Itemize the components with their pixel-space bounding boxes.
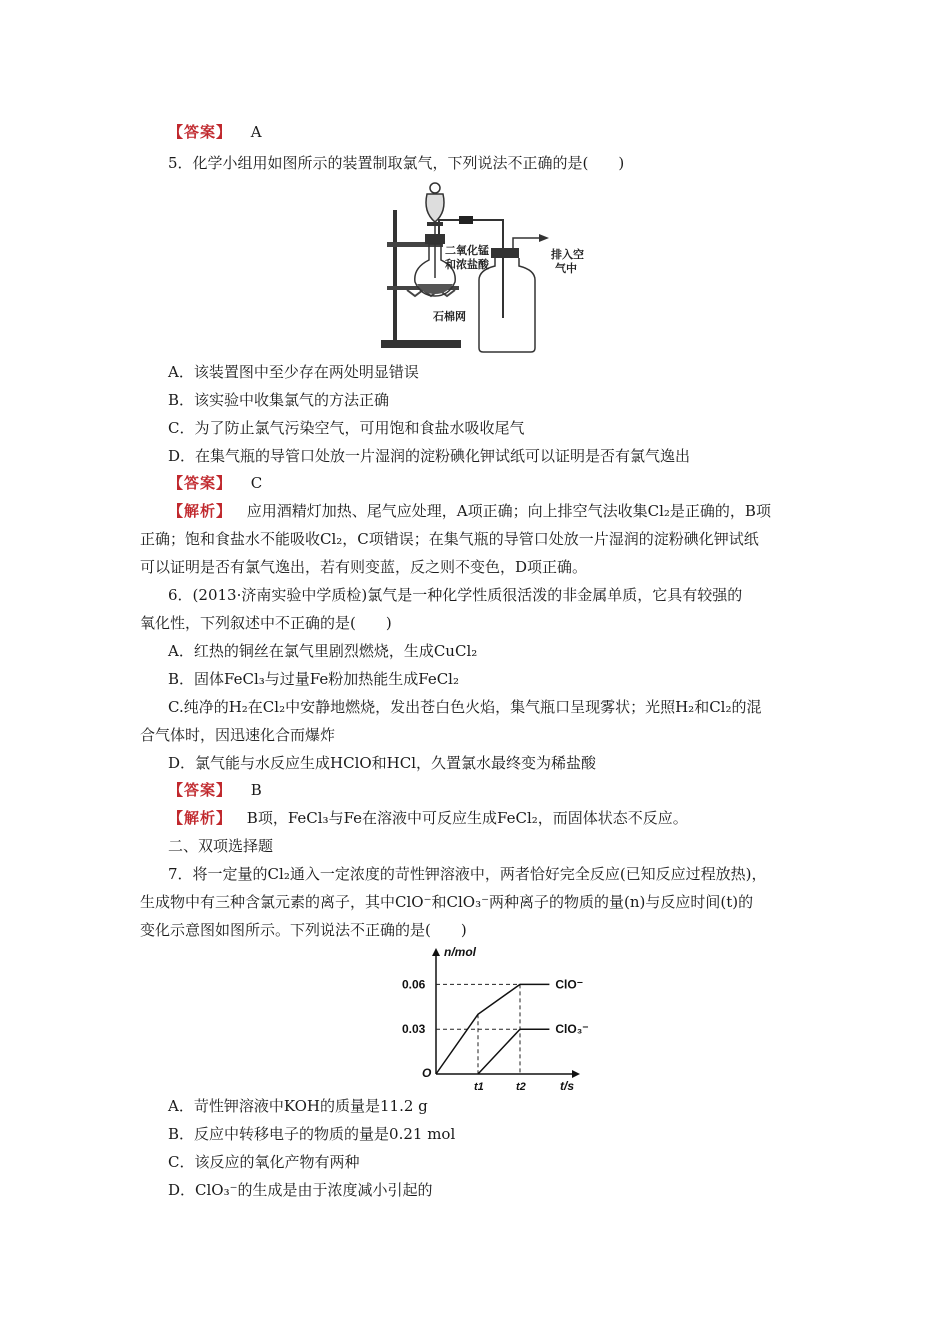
x-tick-label: t1 xyxy=(474,1081,484,1092)
label-exhaust-1: 排入空 xyxy=(551,249,584,261)
origin-label: O xyxy=(422,1066,432,1080)
q7-option-b: B．反应中转移电子的物质的量是0.21 mol xyxy=(168,1125,456,1143)
answer-value: A xyxy=(250,123,262,141)
label-gauze: 石棉网 xyxy=(433,311,466,323)
q5-analysis-line-3: 可以证明是否有氯气逸出，若有则变蓝，反之则不变色，D项正确。 xyxy=(140,558,588,576)
q6-stem-2: 氧化性，下列叙述中不正确的是( ) xyxy=(140,614,392,632)
answer-tag: 【答案】 xyxy=(168,123,233,141)
series-line-clo3 xyxy=(478,1029,549,1074)
funnel-body xyxy=(426,194,444,222)
q7-option-c: C．该反应的氧化产物有两种 xyxy=(168,1153,360,1171)
bottle-stopper xyxy=(491,248,519,258)
y-tick-label: 0.06 xyxy=(402,977,426,992)
tube-connector xyxy=(459,216,473,224)
label-reagent-2: 和浓盐酸 xyxy=(445,259,489,271)
label-reagent-1: 二氧化锰 xyxy=(445,245,489,257)
apparatus-figure xyxy=(375,178,615,356)
q7-stem-1: 7．将一定量的Cl₂通入一定浓度的苛性钾溶液中，两者恰好完全反应(已知反应过程放热)， xyxy=(168,865,767,883)
q6-stem-1: 6．(2013·济南实验中学质检)氯气是一种化学性质很活泼的非金属单质，它具有较强的 xyxy=(168,586,743,604)
q5-analysis-line-2: 正确；饱和食盐水不能吸收Cl₂，C项错误；在集气瓶的导管口处放一片湿润的淀粉碘化钾试纸 xyxy=(140,530,759,548)
q5-answer-line xyxy=(168,473,262,493)
label-exhaust-2: 气中 xyxy=(555,263,577,275)
q6-option-a: A．红热的铜丝在氯气里剧烈燃烧，生成CuCl₂ xyxy=(168,642,478,660)
answer-value: C xyxy=(250,474,263,492)
analysis-text: 应用酒精灯加热、尾气应处理，A项正确；向上排空气法收集Cl₂是正确的，B项 xyxy=(246,502,771,520)
y-tick-label: 0.03 xyxy=(402,1022,426,1037)
series-label: ClO⁻ xyxy=(555,977,584,992)
section-heading: 二、双项选择题 xyxy=(168,837,274,855)
funnel-top xyxy=(430,183,440,193)
q5-option-b: B．该实验中收集氯气的方法正确 xyxy=(168,391,390,409)
q5-option-d: D．在集气瓶的导管口处放一片湿润的淀粉碘化钾试纸可以证明是否有氯气逸出 xyxy=(168,447,691,465)
funnel-stopcock xyxy=(427,222,443,226)
analysis-text: B项，FeCl₃与Fe在溶液中可反应生成FeCl₂，而固体状态不反应。 xyxy=(246,809,688,827)
y-axis-label: n/mol xyxy=(444,945,476,959)
q7-stem-3: 变化示意图如图所示。下列说法不正确的是( ) xyxy=(140,921,467,939)
answer-tag: 【答案】 xyxy=(168,781,233,799)
exhaust-arrow xyxy=(539,234,549,242)
q7-stem-2: 生成物中有三种含氯元素的离子，其中ClO⁻和ClO₃⁻两种离子的物质的量(n)与反应时间(t)的 xyxy=(140,893,754,911)
exhaust-tube xyxy=(513,238,539,248)
stand-rod xyxy=(393,210,397,342)
q4-answer-line xyxy=(168,122,262,142)
flask-stopper xyxy=(425,234,445,244)
x-axis-label: t/s xyxy=(560,1079,575,1092)
q7-option-a: A．苛性钾溶液中KOH的质量是11.2 g xyxy=(168,1097,428,1115)
q6-option-c-2: 合气体时，因迅速化合而爆炸 xyxy=(140,726,336,744)
analysis-tag: 【解析】 xyxy=(168,809,233,827)
q5-option-a: A．该装置图中至少存在两处明显错误 xyxy=(168,363,419,381)
q5-stem: 5．化学小组用如图所示的装置制取氯气，下列说法不正确的是( ) xyxy=(168,154,625,172)
q6-option-d: D．氯气能与水反应生成HClO和HCl，久置氯水最终变为稀盐酸 xyxy=(168,754,597,772)
q6-analysis-line xyxy=(168,808,688,828)
answer-value: B xyxy=(250,781,262,799)
n-vs-t-chart xyxy=(400,942,630,1092)
series-label: ClO₃⁻ xyxy=(555,1022,589,1037)
q7-option-d: D．ClO₃⁻的生成是由于浓度减小引起的 xyxy=(168,1181,433,1199)
q6-answer-line xyxy=(168,780,262,800)
answer-tag: 【答案】 xyxy=(168,474,233,492)
q5-analysis-line-1 xyxy=(168,501,771,521)
x-axis-arrow xyxy=(572,1070,580,1078)
q6-option-b: B．固体FeCl₃与过量Fe粉加热能生成FeCl₂ xyxy=(168,670,459,688)
analysis-tag: 【解析】 xyxy=(168,502,233,520)
y-axis-arrow xyxy=(432,948,440,956)
q5-option-c: C．为了防止氯气污染空气，可用饱和食盐水吸收尾气 xyxy=(168,419,525,437)
gas-bottle xyxy=(479,258,535,352)
x-tick-label: t2 xyxy=(516,1081,526,1092)
q6-option-c-1: C.纯净的H₂在Cl₂中安静地燃烧，发出苍白色火焰，集气瓶口呈现雾状；光照H₂和Cl₂的混 xyxy=(168,698,762,716)
